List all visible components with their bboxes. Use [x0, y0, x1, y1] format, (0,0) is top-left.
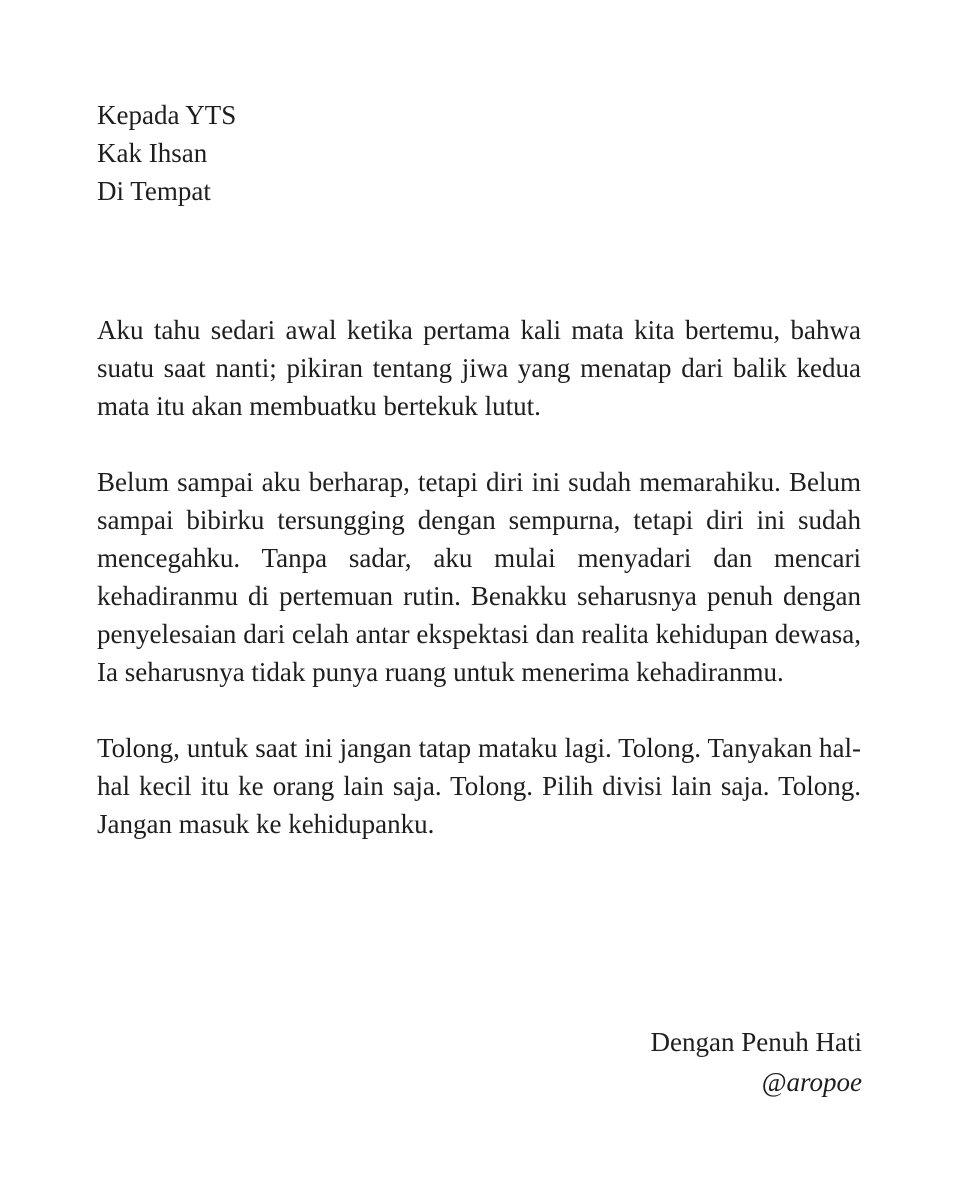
address-line-recipient: Kak Ihsan	[97, 138, 208, 168]
recipient-address	[97, 96, 861, 210]
address-line-salutation: Kepada YTS	[97, 100, 237, 130]
paragraph-3: Tolong, untuk saat ini jangan tatap mataku lagi. Tolong. Tanyakan hal-hal kecil itu ke orang lain saja. Tolong. Pilih divisi lain saja. Tolong. Jangan masuk ke kehidupanku.	[97, 733, 861, 839]
address-line-location: Di Tempat	[97, 176, 211, 206]
paragraph-2: Belum sampai aku berharap, tetapi diri ini sudah memarahiku. Belum sampai bibirku tersungging dengan sempurna, tetapi diri ini sudah mencegahku. Tanpa sadar, aku mulai menyadari dan mencari kehadiranmu di pertemuan rutin. Benakku seharusnya penuh dengan penyelesaian dari celah antar ekspektasi dan realita kehidupan dewasa, Ia seharusnya tidak punya ruang untuk menerima kehadiranmu.	[97, 467, 861, 687]
paragraph-1: Aku tahu sedari awal ketika pertama kali mata kita bertemu, bahwa suatu saat nanti; pikiran tentang jiwa yang menatap dari balik kedua mata itu akan membuatku bertekuk lutut.	[97, 315, 861, 421]
author-signature: @aropoe	[761, 1067, 862, 1097]
letter-body	[97, 96, 861, 843]
letter-closing	[651, 1022, 862, 1102]
closing-salutation: Dengan Penuh Hati	[650, 1027, 862, 1057]
